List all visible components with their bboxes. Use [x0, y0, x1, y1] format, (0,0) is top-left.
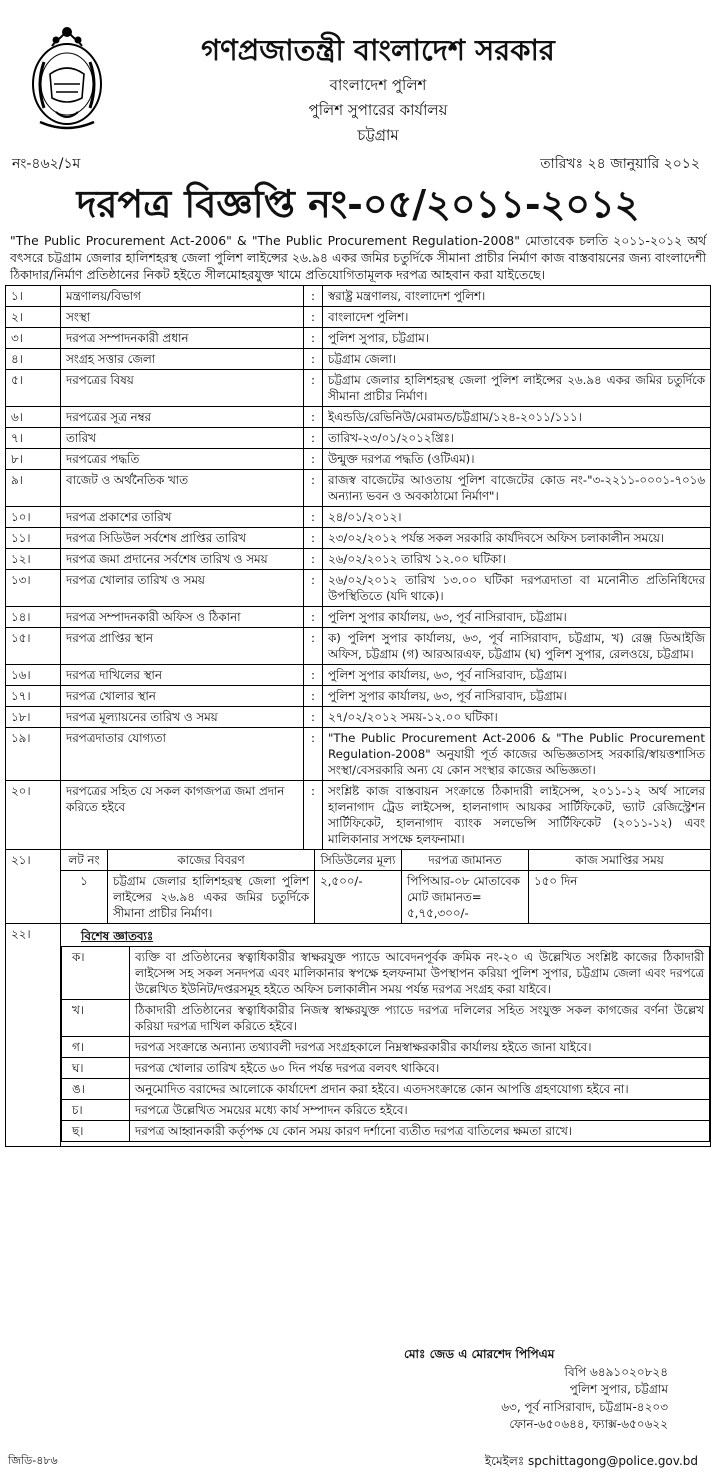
detail-row	[6, 707, 711, 728]
row-value: ২৪/০১/২০১২।	[323, 507, 711, 528]
signatory-address: ৬৩, পূর্ব নাসিরাবাদ, চট্টগ্রাম-৪২০৩	[501, 1399, 668, 1414]
row-colon: :	[304, 286, 323, 307]
department-name: বাংলাদেশ পুলিশ	[329, 76, 427, 94]
row-label: দরপত্র প্রকাশের তারিখ	[61, 507, 304, 528]
row-number: ১৩।	[6, 570, 61, 607]
lot-header-row	[61, 850, 710, 871]
row-label: দরপত্র দাখিলের স্থান	[61, 665, 304, 686]
row-label: দরপত্র মূল্যায়নের তারিখ ও সময়	[61, 707, 304, 728]
detail-row	[6, 607, 711, 628]
row-value: রাজস্ব বাজেটের আওতায় পুলিশ বাজেটের কোড নং-"৩-২২১১-০০০১-৭০১৬ অন্যান্য ভবন ও অবকাঠামো নির্মাণ"।	[323, 470, 711, 507]
row-value: ২৭/০২/২০১২ সময়-১২.০০ ঘটিকা।	[323, 707, 711, 728]
row-value: পুলিশ সুপার, চট্টগ্রাম।	[323, 328, 711, 349]
note-item	[62, 947, 710, 1000]
row-label: দরপত্র সিডিউল সর্বশেষ প্রাপ্তির তারিখ	[61, 528, 304, 549]
row-value: ২৬/০২/২০১২ তারিখ ১২.০০ ঘটিকা।	[323, 549, 711, 570]
row-number: ৩।	[6, 328, 61, 349]
note-key: ছ।	[62, 1121, 130, 1142]
row-value: পুলিশ সুপার কার্যালয়, ৬৩, পূর্ব নাসিরাবাদ, চট্টগ্রাম।	[323, 607, 711, 628]
row-colon: :	[304, 686, 323, 707]
row-colon: :	[304, 665, 323, 686]
note-item	[62, 1037, 710, 1058]
detail-row	[6, 428, 711, 449]
lot-header-desc: কাজের বিবরণ	[108, 850, 315, 871]
detail-row	[6, 686, 711, 707]
row-value: ক) পুলিশ সুপার কার্যালয়, ৬৩, পূর্ব নাসিরাবাদ, চট্টগ্রাম, খ) রেঞ্জ ডিআইজি অফিস, চট্টগ্রাম (গ) আরআরএফ, চট্টগ্রাম (ঘ) পুলিশ সুপার, রেলওয়ে, চট্টগ্রাম।	[323, 628, 711, 665]
row-label: দরপত্রের পদ্ধতি	[61, 449, 304, 470]
row-number: ৪।	[6, 349, 61, 370]
notes-title: বিশেষ জ্ঞাতব্যঃ	[81, 929, 154, 943]
lot-header-security: দরপত্র জামানত	[402, 850, 529, 871]
row-label: সংগ্রহ সত্তার জেলা	[61, 349, 304, 370]
row-number: ২।	[6, 307, 61, 328]
row-label: দরপত্রের সহিত যে সকল কাগজপত্র জমা প্রদান করিতে হইবে	[61, 781, 304, 850]
row-colon: :	[304, 328, 323, 349]
lot-table-cell	[61, 850, 711, 924]
row-value: বাংলাদেশ পুলিশ।	[323, 307, 711, 328]
row-value: পুলিশ সুপার কার্যালয়, ৬৩, পূর্ব নাসিরাবাদ, চট্টগ্রাম।	[323, 665, 711, 686]
row-value: পুলিশ সুপার কার্যালয়, ৬৩, পূর্ব নাসিরাবাদ, চট্টগ্রাম।	[323, 686, 711, 707]
row-number: ২২।	[6, 924, 61, 1147]
note-key: খ।	[62, 1000, 130, 1037]
row-colon: :	[304, 370, 323, 407]
row-number: ১২।	[6, 549, 61, 570]
letterhead	[4, 0, 712, 148]
note-item	[62, 1121, 710, 1142]
detail-row	[6, 528, 711, 549]
row-colon: :	[304, 428, 323, 449]
row-label: দরপত্র খোলার স্থান	[61, 686, 304, 707]
lot-row	[6, 850, 711, 924]
row-number: ১৬।	[6, 665, 61, 686]
note-text: ঠিকাদারী প্রতিষ্ঠানের স্বত্বাধিকারীর নিজস্ব স্বাক্ষরযুক্ত প্যাডে দরপত্র দলিলের সহিত সংযুক্ত সকল কাগজের বর্ণনা উল্লেখ করিয়া দরপত্র দাখিল করিতে হইবে।	[130, 1000, 710, 1037]
row-value: সংশ্লিষ্ট কাজ বাস্তবায়ন সংক্রান্তে ঠিকাদারী লাইসেন্স, ২০১১-১২ অর্থ সালের হালনাগাদ ট্রেড লাইসেন্স, হালনাগাদ আয়কর সার্টিফিকেট, ভ্যাট রেজিস্ট্রেশন সার্টিফিকেট, হালনাগাদ ব্যাংক সলভেন্সি সার্টিফিকেট (২০১১-১২) এবং মালিকানার সপক্ষে হলফনামা।	[323, 781, 711, 850]
signatory-bp: বিপি ৬৪৯১০২০৮২৪	[564, 1364, 668, 1379]
lot-completion-time: ১৫০ দিন	[529, 871, 711, 924]
row-colon: :	[304, 507, 323, 528]
note-key: ঘ।	[62, 1058, 130, 1079]
row-label: দরপত্র জমা প্রদানের সর্বশেষ তারিখ ও সময়	[61, 549, 304, 570]
detail-row	[6, 349, 711, 370]
signature-block	[368, 1346, 668, 1434]
row-label: তারিখ	[61, 428, 304, 449]
note-text: দরপত্র খোলার তারিখ হইতে ৬০ দিন পর্যন্ত দরপত্র বলবৎ থাকিবে।	[130, 1058, 710, 1079]
government-title: গণপ্রজাতন্ত্রী বাংলাদেশ সরকার	[201, 33, 555, 67]
row-number: ৮।	[6, 449, 61, 470]
lot-security: পিপিআর-০৮ মোতাবেক মোট জামানত= ৫,৭৫,৩০০/-	[402, 871, 529, 924]
detail-row	[6, 286, 711, 307]
row-label: দরপত্রের সূত্র নম্বর	[61, 407, 304, 428]
row-number: ৯।	[6, 470, 61, 507]
row-number: ২০।	[6, 781, 61, 850]
note-item	[62, 1100, 710, 1121]
row-value: "The Public Procurement Act-2006 & "The Public Procurement Regulation-2008" অনুযায়ী পূর্ত কাজের অভিজ্ঞতাসহ সরকারি/স্বায়ত্তশাসিত সংস্থা/বেসরকারি অন্য যে কোন সংস্থার কাজের অভিজ্ঞতা।	[323, 728, 711, 781]
row-colon: :	[304, 628, 323, 665]
row-value: চট্টগ্রাম জেলার হালিশহরস্থ জেলা পুলিশ লাইন্সের ২৬.৯৪ একর জমির চতুর্দিকে সীমানা প্রাচীর নির্মাণ।	[323, 370, 711, 407]
detail-row	[6, 328, 711, 349]
issue-date: তারিখঃ ২৪ জানুয়ারি ২০১২	[540, 156, 700, 172]
row-number: ১৫।	[6, 628, 61, 665]
footer-code: জিডি-৪৮৬	[8, 1454, 58, 1467]
row-colon: :	[304, 728, 323, 781]
note-key: ক।	[62, 947, 130, 1000]
row-colon: :	[304, 470, 323, 507]
detail-row	[6, 507, 711, 528]
row-colon: :	[304, 570, 323, 607]
row-number: ১।	[6, 286, 61, 307]
reference-number: নং-৪৬২/১ম	[12, 156, 81, 172]
intro-paragraph: "The Public Procurement Act-2006" & "The Public Procurement Regulation-2008" মোতাবেক চলতি ২০১১-২০১২ অর্থ বৎসরে চট্টগ্রাম জেলার হালিশহরস্থ জেলা পুলিশ লাইন্সের ২৬.৯৪ একর জমির চতুর্দিকে সীমানা প্রাচীর নির্মাণ কাজ বাস্তবায়নের জন্য বাংলাদেশী ঠিকাদার/নির্মাণ প্রতিষ্ঠানের নিকট হইতে সীলমোহরযুক্ত খামে প্রতিযোগিতামূলক দরপত্র আহবান করা যাইতেছে।	[10, 233, 706, 282]
reference-line	[4, 148, 712, 174]
note-text: ব্যক্তি বা প্রতিষ্ঠানের স্বত্বাধিকারীর স্বাক্ষরযুক্ত প্যাডে আবেদনপূর্বক ক্রমিক নং-২০ এ উল্লেখিত সংশ্লিষ্ট কাজের ঠিকাদারী লাইসেন্স সহ সকল সনদপত্র এবং মালিকানার স্বপক্ষে হলফনামা উপস্থাপন করিয়া পুলিশ সুপার, চট্টগ্রাম জেলা এবং দরপত্রে উল্লেখিত ইউনিট/দপ্তরসমূহ হইতে অফিস চলাকালীন সময় পর্যন্ত দরপত্র সংগ্রহ করা যাইবে।	[130, 947, 710, 1000]
row-label: মন্ত্রণালয়/বিভাগ	[61, 286, 304, 307]
notes-list	[61, 946, 710, 1142]
note-item	[62, 1058, 710, 1079]
note-key: ঙ।	[62, 1079, 130, 1100]
note-text: দরপত্র সংক্রান্তে অন্যান্য তথ্যাবলী দরপত্র সংগ্রহকালে নিম্নস্বাক্ষরকারীর কার্যালয় হইতে জানা যাইবে।	[130, 1037, 710, 1058]
detail-row	[6, 665, 711, 686]
row-number: ১৯।	[6, 728, 61, 781]
detail-row	[6, 628, 711, 665]
row-label: দরপত্র খোলার তারিখ ও সময়	[61, 570, 304, 607]
note-key: চ।	[62, 1100, 130, 1121]
note-text: দরপত্রে উল্লেখিত সময়ের মধ্যে কার্য সম্পাদন করিতে হইবে।	[130, 1100, 710, 1121]
detail-row	[6, 407, 711, 428]
row-label: দরপত্র সম্পাদনকারী প্রধান	[61, 328, 304, 349]
row-value: উন্মুক্ত দরপত্র পদ্ধতি (ওটিএম)।	[323, 449, 711, 470]
row-number: ১৮।	[6, 707, 61, 728]
city-name: চট্টগ্রাম	[357, 126, 399, 144]
lot-description: চট্টগ্রাম জেলার হালিশহরস্থ জেলা পুলিশ লাইন্সের ২৬.৯৪ একর জমির চতুর্দিকে সীমানা প্রাচীর নির্মাণ।	[108, 871, 315, 924]
signatory-designation: পুলিশ সুপার, চট্টগ্রাম	[569, 1382, 668, 1396]
row-colon: :	[304, 407, 323, 428]
notes-row	[6, 924, 711, 1147]
row-value: ২৬/০২/২০১২ তারিখ ১৩.০০ ঘটিকা দরপত্রদাতা বা মনোনীত প্রতিনিধিদের উপস্থিতিতে (যদি থাকে)।	[323, 570, 711, 607]
row-number: ১০।	[6, 507, 61, 528]
row-number: ১৭।	[6, 686, 61, 707]
row-value: তারিখ-২৩/০১/২০১২খ্রিঃ।	[323, 428, 711, 449]
note-item	[62, 1000, 710, 1037]
row-colon: :	[304, 307, 323, 328]
row-value: ২৩/০২/২০১২ পর্যন্ত সকল সরকারি কার্যদিবসে অফিস চলাকালীন সময়ে।	[323, 528, 711, 549]
lot-header-completion: কাজ সমাপ্তির সময়	[529, 850, 711, 871]
detail-row	[6, 307, 711, 328]
row-number: ১৪।	[6, 607, 61, 628]
row-number: ৭।	[6, 428, 61, 449]
note-text: দরপত্র আহ্বানকারী কর্তৃপক্ষ যে কোন সময় কারণ দর্শানো ব্যতীত দরপত্র বাতিলের ক্ষমতা রাখে।	[130, 1121, 710, 1142]
lot-header-price: সিডিউলের মূল্য	[315, 850, 402, 871]
note-item	[62, 1079, 710, 1100]
lot-number: ১	[61, 871, 108, 924]
detail-row	[6, 449, 711, 470]
row-colon: :	[304, 549, 323, 570]
row-colon: :	[304, 449, 323, 470]
row-colon: :	[304, 781, 323, 850]
row-label: সংস্থা	[61, 307, 304, 328]
row-label: দরপত্র প্রাপ্তির স্থান	[61, 628, 304, 665]
row-colon: :	[304, 607, 323, 628]
note-key: গ।	[62, 1037, 130, 1058]
row-number: ৫।	[6, 370, 61, 407]
row-value: চট্টগ্রাম জেলা।	[323, 349, 711, 370]
row-label: দরপত্রের বিষয়	[61, 370, 304, 407]
row-number: ২১।	[6, 850, 61, 924]
detail-row	[6, 728, 711, 781]
row-label: দরপত্র সম্পাদনকারী অফিস ও ঠিকানা	[61, 607, 304, 628]
lot-table	[61, 850, 710, 923]
tender-details-table	[5, 285, 711, 1147]
row-number: ১১।	[6, 528, 61, 549]
detail-row	[6, 549, 711, 570]
signatory-email: ইমেইলঃ spchittagong@police.gov.bd	[484, 1454, 698, 1468]
detail-row	[6, 570, 711, 607]
row-label: দরপত্রদাতার যোগ্যতা	[61, 728, 304, 781]
notice-title: দরপত্র বিজ্ঞপ্তি নং-০৫/২০১১-২০১২	[76, 181, 640, 226]
detail-row	[6, 470, 711, 507]
row-value: স্বরাষ্ট্র মন্ত্রণালয়, বাংলাদেশ পুলিশ।	[323, 286, 711, 307]
signatory-name: মোঃ জেড এ মোরশেদ পিপিএম	[404, 1347, 555, 1361]
row-value: ইএন্ডডি/রেভিনিউ/মেরামত/চট্টগ্রাম/১২৪-২০১১/১১১।	[323, 407, 711, 428]
row-colon: :	[304, 528, 323, 549]
detail-row	[6, 781, 711, 850]
lot-schedule-price: ২,৫০০/-	[315, 871, 402, 924]
lot-data-row	[61, 871, 710, 924]
notes-cell	[61, 924, 711, 1147]
lot-header-lot: লট নং	[61, 850, 108, 871]
row-colon: :	[304, 349, 323, 370]
detail-row	[6, 370, 711, 407]
row-number: ৬।	[6, 407, 61, 428]
row-colon: :	[304, 707, 323, 728]
row-label: বাজেট ও অর্থনৈতিক খাত	[61, 470, 304, 507]
office-name: পুলিশ সুপারের কার্যালয়	[308, 101, 448, 119]
signatory-phone: ফোন-৬৫০৬৪৪, ফ্যাক্স-৬৫০৬২২	[509, 1417, 668, 1431]
tender-rows	[6, 286, 711, 850]
note-text: অনুমোদিত বরাদ্দের আলোকে কার্যাদেশ প্রদান করা হইবে। এতদসংক্রান্তে কোন আপত্তি গ্রহণযোগ্য হইবে না।	[130, 1079, 710, 1100]
